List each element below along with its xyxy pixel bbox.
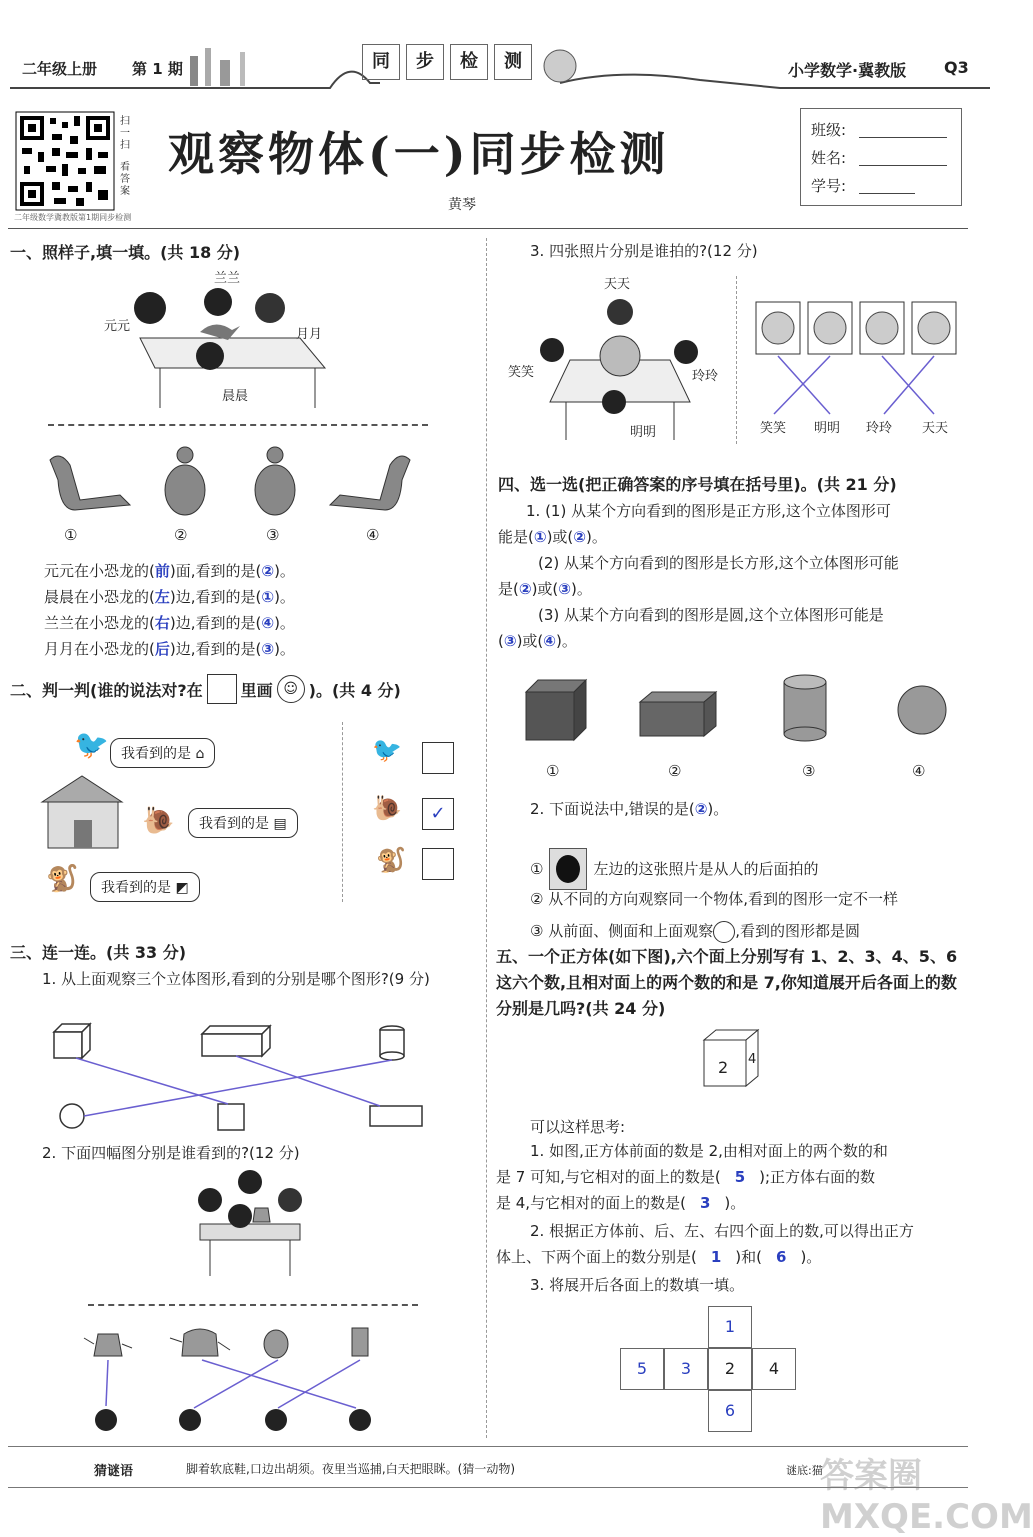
- dashed-separator: [88, 1304, 418, 1306]
- qr-side-text: 看答案: [120, 162, 130, 197]
- answer: 前: [154, 562, 170, 580]
- bird-checkbox[interactable]: [422, 742, 454, 774]
- id-label: 学号:: [811, 177, 847, 195]
- answer: 左: [154, 588, 170, 606]
- snail-small-icon: 🐌: [372, 794, 402, 822]
- s1-answer-line: 兰兰在小恐龙的(右)边,看到的是(④)。: [44, 614, 295, 632]
- net-cell-right: 4: [752, 1348, 796, 1390]
- q3-bottom-name: 玲玲: [866, 421, 893, 436]
- header-banner: [362, 44, 538, 82]
- q3-bottom-name: 天天: [922, 421, 949, 436]
- section1-heading: 一、照样子,填一填。(共 18 分): [10, 243, 241, 262]
- smiley-icon: ☺: [277, 675, 305, 703]
- person-label-tiantian: 天天: [604, 277, 631, 292]
- kid-label-lanlan: 兰兰: [214, 271, 241, 286]
- qr-caption: 二年级数学冀教版第1期同步检测: [14, 213, 132, 222]
- snail-checkbox[interactable]: ✓: [422, 798, 454, 830]
- class-label: 班级:: [811, 121, 847, 139]
- solids-top-view-matching: [40, 1018, 480, 1138]
- footer-label: 猜谜语: [94, 1464, 134, 1479]
- shape-number: ①: [546, 762, 560, 780]
- s4-q2: 2. 下面说法中,错误的是(②)。: [530, 800, 729, 818]
- monkey-checkbox[interactable]: [422, 848, 454, 880]
- photo-taking-illustration: [510, 290, 720, 450]
- answer: 3: [699, 1194, 711, 1212]
- section5-heading: 五、一个正方体(如下图),六个面上分别写有 1、2、3、4、5、6 这六个数,且相对面上的两个数的和是 7,你知道展开后各面上的数分别是几吗?(共 24 分): [496, 947, 958, 1018]
- answer: ③: [261, 640, 275, 658]
- shape-number: ②: [668, 762, 682, 780]
- q3-divider: [736, 276, 737, 444]
- net-cell-top: 1: [708, 1306, 752, 1348]
- page-title: 观察物体(一)同步检测: [168, 127, 670, 181]
- id-row: [811, 175, 846, 196]
- answer: ②: [573, 528, 586, 546]
- monkey-small-icon: 🐒: [376, 846, 406, 874]
- name-field[interactable]: [859, 165, 947, 166]
- name-row: [811, 147, 846, 168]
- answer: 5: [734, 1168, 746, 1186]
- s5-think: 可以这样思考:: [530, 1118, 626, 1136]
- s4-option-2: ② 从不同的方向观察同一个物体,看到的图形一定不一样: [530, 890, 898, 908]
- person-label-mingming: 明明: [630, 425, 657, 440]
- footer-answer: 谜底:猫: [786, 1464, 823, 1477]
- answer: 后: [154, 640, 170, 658]
- cube-front-number: 2: [718, 1058, 729, 1077]
- banner-char: 检: [450, 44, 488, 80]
- view-number: ①: [64, 526, 78, 544]
- qr-side-text: 扫一扫: [120, 116, 130, 151]
- kids-around-table-2-illustration: [180, 1168, 320, 1280]
- s4-option-1: ① 左边的这张照片是从人的后面拍的: [530, 848, 818, 890]
- column-divider: [486, 238, 487, 1438]
- student-info-box: [800, 108, 962, 206]
- class-row: [811, 119, 846, 140]
- bird-icon: 🐦: [74, 728, 109, 761]
- subject-label: 小学数学·冀教版: [788, 61, 907, 80]
- watermark: 答案圈 MXQE.COM: [820, 1456, 1033, 1537]
- answer: 1: [710, 1248, 722, 1266]
- s4-q1b: (2) 从某个方向看到的图形是长方形,这个立体图形可能 是(②)或(③)。: [498, 554, 899, 598]
- ball-icon: [713, 921, 735, 943]
- bird-speech: 我看到的是 ⌂: [110, 738, 215, 768]
- class-field[interactable]: [859, 137, 947, 138]
- s3-q1: 1. 从上面观察三个立体图形,看到的分别是哪个图形?(9 分): [42, 970, 430, 988]
- name-label: 姓名:: [811, 149, 847, 167]
- snail-speech: 我看到的是 ▤: [188, 808, 298, 838]
- section3-heading: 三、连一连。(共 33 分): [10, 943, 187, 962]
- s4-option-3: ③ 从前面、侧面和上面观察 ,看到的图形都是圆: [530, 918, 860, 944]
- s5-p2: 2. 根据正方体前、后、左、右四个面上的数,可以得出正方 体上、下两个面上的数分别是( 1 )和( 6 )。: [496, 1222, 914, 1266]
- answer: 6: [776, 1248, 787, 1266]
- answer: ④: [543, 632, 556, 650]
- issue-label: 第 1 期: [132, 60, 183, 78]
- q3-bottom-name: 笑笑: [760, 421, 787, 436]
- kid-label-yuanyuan: 元元: [104, 319, 131, 334]
- section4-heading: 四、选一选(把正确答案的序号填在括号里)。(共 21 分): [498, 475, 897, 494]
- view-number: ②: [174, 526, 188, 544]
- answer: ③: [503, 632, 517, 650]
- shape-number: ③: [802, 762, 816, 780]
- s3-q2: 2. 下面四幅图分别是谁看到的?(12 分): [42, 1144, 300, 1162]
- cube-right-number: 4: [748, 1052, 757, 1067]
- s1-answer-line: 元元在小恐龙的(前)面,看到的是(②)。: [44, 562, 295, 580]
- section2-heading: 二、判一判(谁的说法对?在 里画 ☺ )。(共 4 分): [10, 674, 401, 704]
- photos-matching: [752, 300, 968, 430]
- header-divider: [8, 228, 968, 229]
- kid-label-yueyue: 月月: [296, 327, 323, 342]
- answer: ④: [261, 614, 275, 632]
- person-label-lingling: 玲玲: [692, 369, 719, 384]
- monkey-speech: 我看到的是 ◩: [90, 872, 200, 902]
- house-illustration: [34, 772, 130, 852]
- page-code: Q3: [944, 58, 969, 77]
- answer: ②: [518, 580, 532, 598]
- s1-answer-line: 晨晨在小恐龙的(左)边,看到的是(①)。: [44, 588, 295, 606]
- answer: ③: [558, 580, 571, 598]
- kid-label-chenchen: 晨晨: [222, 389, 249, 404]
- net-cell-left1: 3: [664, 1348, 708, 1390]
- cube-net: [620, 1306, 796, 1434]
- author: 黄琴: [448, 197, 476, 213]
- grade-label: 二年级上册: [22, 60, 98, 78]
- qr-code-icon[interactable]: [16, 112, 114, 210]
- blank-box-icon: [207, 674, 237, 704]
- id-field[interactable]: [859, 193, 915, 194]
- view-number: ③: [266, 526, 280, 544]
- head-photo-icon: [549, 848, 587, 890]
- s4-q1a: 1. (1) 从某个方向看到的图形是正方形,这个立体图形可 能是(①)或(②)。: [498, 502, 891, 546]
- bird-small-icon: 🐦: [372, 736, 402, 764]
- s1-answer-line: 月月在小恐龙的(后)边,看到的是(③)。: [44, 640, 295, 658]
- answer: ②: [261, 562, 275, 580]
- dinosaur-views-illustration: [30, 440, 450, 520]
- person-label-xiaoxiao: 笑笑: [508, 365, 535, 380]
- snail-icon: 🐌: [142, 806, 175, 836]
- answer: ①: [261, 588, 275, 606]
- banner-char: 测: [494, 44, 532, 80]
- s4-q1c: (3) 从某个方向看到的图形是圆,这个立体图形可能是 (③)或(④)。: [498, 606, 884, 650]
- solid-shapes-illustration: [520, 672, 960, 752]
- answer: 右: [154, 614, 170, 632]
- shape-number: ④: [912, 762, 926, 780]
- view-number: ④: [366, 526, 380, 544]
- net-cell-center: 2: [708, 1348, 752, 1390]
- answer: ②: [694, 800, 708, 818]
- s2-vertical-divider: [342, 722, 343, 902]
- answer: ①: [533, 528, 547, 546]
- banner-char: 步: [406, 44, 444, 80]
- dashed-separator: [48, 424, 428, 426]
- footer-riddle: 脚着软底鞋,口边出胡须。夜里当巡捕,白天把眼眯。(猜一动物): [186, 1462, 515, 1476]
- net-cell-bottom: 6: [708, 1390, 752, 1432]
- s5-p1: 1. 如图,正方体前面的数是 2,由相对面上的两个数的和 是 7 可知,与它相对的面上的数是( 5 );正方体右面的数 是 4,与它相对的面上的数是( 3 )。: [496, 1142, 888, 1212]
- s3-q3: 3. 四张照片分别是谁拍的?(12 分): [530, 242, 758, 260]
- monkey-icon: 🐒: [46, 864, 79, 894]
- cube-illustration: [700, 1026, 770, 1092]
- net-cell-left2: 5: [620, 1348, 664, 1390]
- banner-char: 同: [362, 44, 400, 80]
- teapot-views-matching: [80, 1320, 400, 1440]
- s5-p3: 3. 将展开后各面上的数填一填。: [530, 1276, 745, 1294]
- q3-bottom-name: 明明: [814, 421, 841, 436]
